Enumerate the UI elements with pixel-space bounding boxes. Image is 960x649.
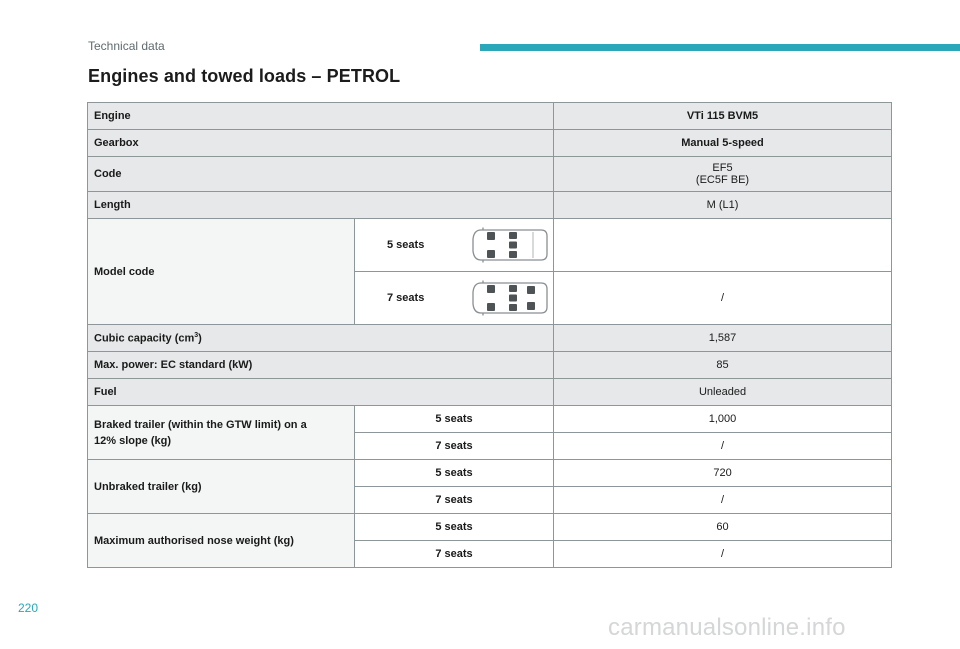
engine-spec-table (87, 102, 892, 568)
header-accent-bar (480, 44, 960, 51)
cubic-capacity-value: 1,587 (554, 325, 892, 352)
table-row-max-power (88, 352, 892, 379)
nose-5-seats-label: 5 seats (355, 514, 554, 541)
table-row-unbraked-5 (88, 460, 892, 487)
cubic-capacity-label: Cubic capacity $(cm^3)$ (88, 325, 554, 352)
nose-7-seats-label: 7 seats (355, 541, 554, 568)
model-code-7-seats-cell (355, 272, 554, 325)
nose-weight-label: Maximum authorised nose weight (kg) (88, 514, 355, 568)
fuel-value: Unleaded (554, 379, 892, 406)
model-code-5-seats-cell (355, 219, 554, 272)
braked-7-seats-value: / (554, 433, 892, 460)
nose-5-seats-value: 60 (554, 514, 892, 541)
model-code-5-seats-value (554, 219, 892, 272)
watermark: carmanualsonline.info (608, 614, 846, 641)
table-row-length (88, 192, 892, 219)
table-row-model-code-5 (88, 219, 892, 272)
braked-7-seats-label: 7 seats (355, 433, 554, 460)
nose-7-seats-value: / (554, 541, 892, 568)
max-power-value: 85 (554, 352, 892, 379)
model-code-5-seats-label: 5 seats (387, 239, 425, 251)
van-7-seats-icon (471, 280, 549, 316)
table-row-engine (88, 103, 892, 130)
unbraked-7-seats-label: 7 seats (355, 487, 554, 514)
table-row-cubic-capacity (88, 325, 892, 352)
code-value-line1: EF5 (712, 162, 733, 174)
unbraked-7-seats-value: / (554, 487, 892, 514)
fuel-label: Fuel (88, 379, 554, 406)
page-title: Engines and towed loads – PETROL (88, 66, 401, 86)
engine-value: VTi 115 BVM5 (554, 103, 892, 130)
table-row-gearbox (88, 130, 892, 157)
braked-5-seats-value: 1,000 (554, 406, 892, 433)
table-row-nose-5 (88, 514, 892, 541)
model-code-label: Model code (88, 219, 355, 325)
gearbox-label: Gearbox (88, 130, 554, 157)
van-5-seats-icon (471, 227, 549, 263)
braked-5-seats-label: 5 seats (355, 406, 554, 433)
length-value: M (L1) (554, 192, 892, 219)
model-code-7-seats-label: 7 seats (387, 292, 425, 304)
length-label: Length (88, 192, 554, 219)
max-power-label: Max. power: EC standard (kW) (88, 352, 554, 379)
table-row-fuel (88, 379, 892, 406)
gearbox-value: Manual 5-speed (554, 130, 892, 157)
code-value-line2: (EC5F BE) (695, 174, 750, 186)
unbraked-5-seats-label: 5 seats (355, 460, 554, 487)
engine-label: Engine (88, 103, 554, 130)
table-row-braked-5 (88, 406, 892, 433)
code-label: Code (88, 157, 554, 192)
unbraked-5-seats-value: 720 (554, 460, 892, 487)
page-number: 220 (18, 601, 39, 615)
table-row-code (88, 157, 892, 192)
section-label: Technical data (88, 39, 165, 53)
braked-trailer-label: Braked trailer (within the GTW limit) on a 12% slope (kg) (88, 406, 355, 460)
model-code-7-seats-value: / (554, 272, 892, 325)
unbraked-trailer-label: Unbraked trailer (kg) (88, 460, 355, 514)
code-value (554, 157, 892, 192)
